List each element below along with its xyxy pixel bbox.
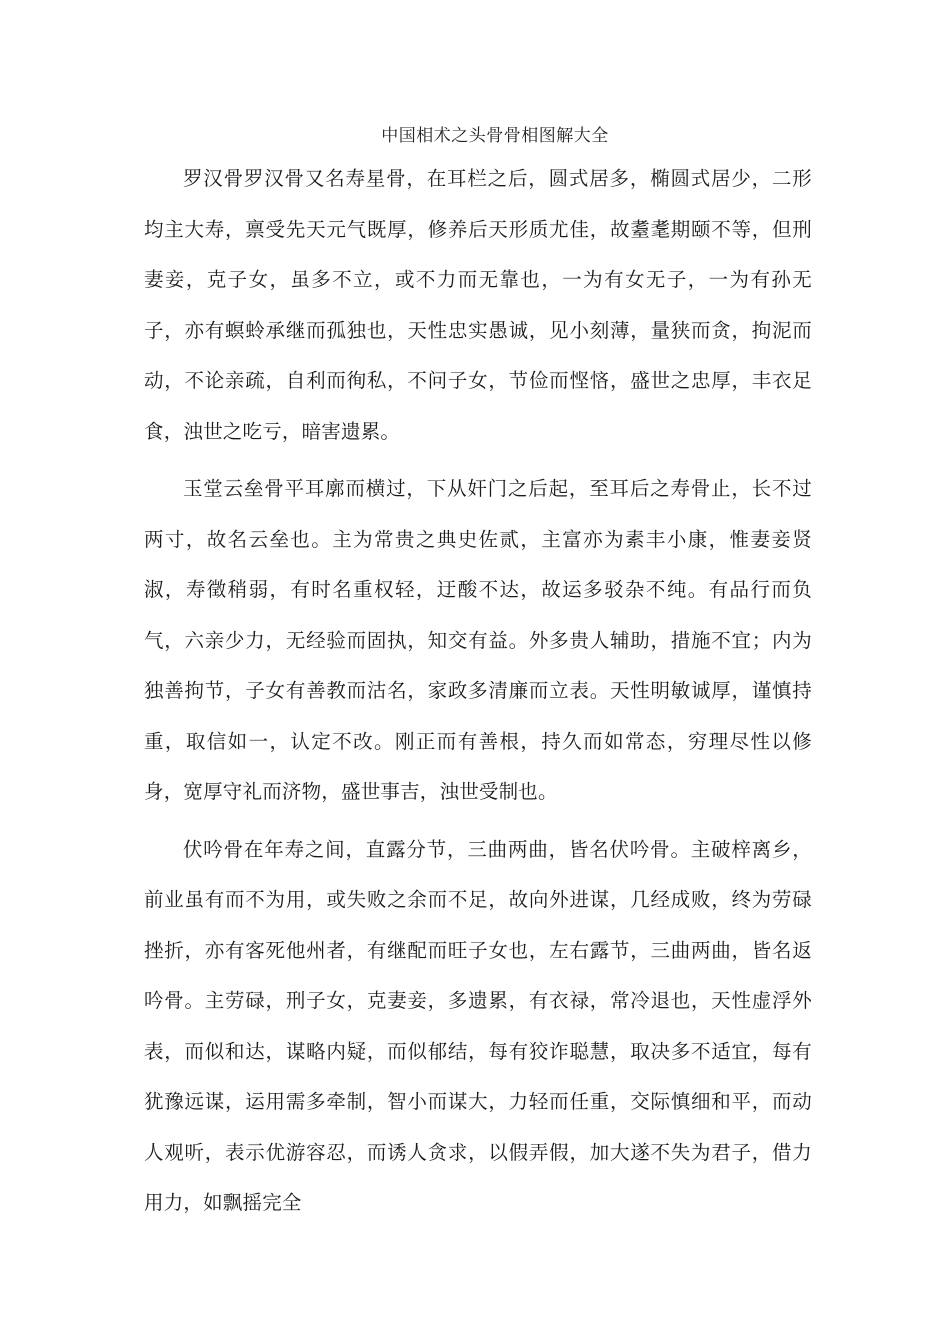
document-title: 中国相术之头骨骨相图解大全 bbox=[381, 126, 609, 146]
paragraph-yutang-yunlei-bone: 玉堂云垒骨平耳廓而横过，下从奸门之后起，至耳后之寿骨止，长不过两寸，故名云垒也。主为常贵之典史佐贰，主富亦为素丰小康，惟妻妾贤淑，寿徵稍弱，有时名重权轻，迂酸不达，故运多驳杂不纯。有品行而负气，六亲少力，无经验而固执，知交有益。外多贵人辅助，措施不宜；内为独善拘节，子女有善教而沽名，家政多清廉而立表。天性明敏诚厚，谨慎持重，取信如一，认定不改。刚正而有善根，持久而如常态，穷理尽性以修身，宽厚守礼而济物，盛世事吉，浊世受制也。 bbox=[144, 477, 812, 803]
document-body bbox=[144, 154, 812, 1236]
paragraph-fuyin-bone: 伏吟骨在年寿之间，直露分节，三曲两曲，皆名伏吟骨。主破梓离乡，前业虽有而不为用，或失败之余而不足，故向外进谋，几经成败，终为劳碌挫折，亦有客死他州者，有继配而旺子女也，左右露节，三曲两曲，皆名返吟骨。主劳碌，刑子女，克妻妾，多遗累，有衣禄，常冷退也，天性虚浮外表，而似和达，谋略内疑，而似郁结，每有狡诈聪慧，取决多不适宜，每有犹豫远谋，运用需多牵制，智小而谋大，力轻而任重，交际慎细和平，而动人观听，表示优游容忍，而诱人贪求，以假弄假，加大遂不失为君子，借力用力，如飘摇完全 bbox=[144, 837, 812, 1214]
paragraph-luohan-bone: 罗汉骨罗汉骨又名寿星骨，在耳栏之后，圆式居多，椭圆式居少，二形均主大寿，禀受先天元气既厚，修养后天形质尤佳，故耋耄期颐不等，但刑妻妾，克子女，虽多不立，或不力而无靠也，一为有女无子，一为有孙无子，亦有螟蛉承继而孤独也，天性忠实愚诚，见小刻薄，量狭而贪，拘泥而动，不论亲疏，自利而徇私，不问子女，节俭而悭悋，盛世之忠厚，丰衣足食，浊世之吃亏，暗害遗累。 bbox=[144, 167, 812, 443]
